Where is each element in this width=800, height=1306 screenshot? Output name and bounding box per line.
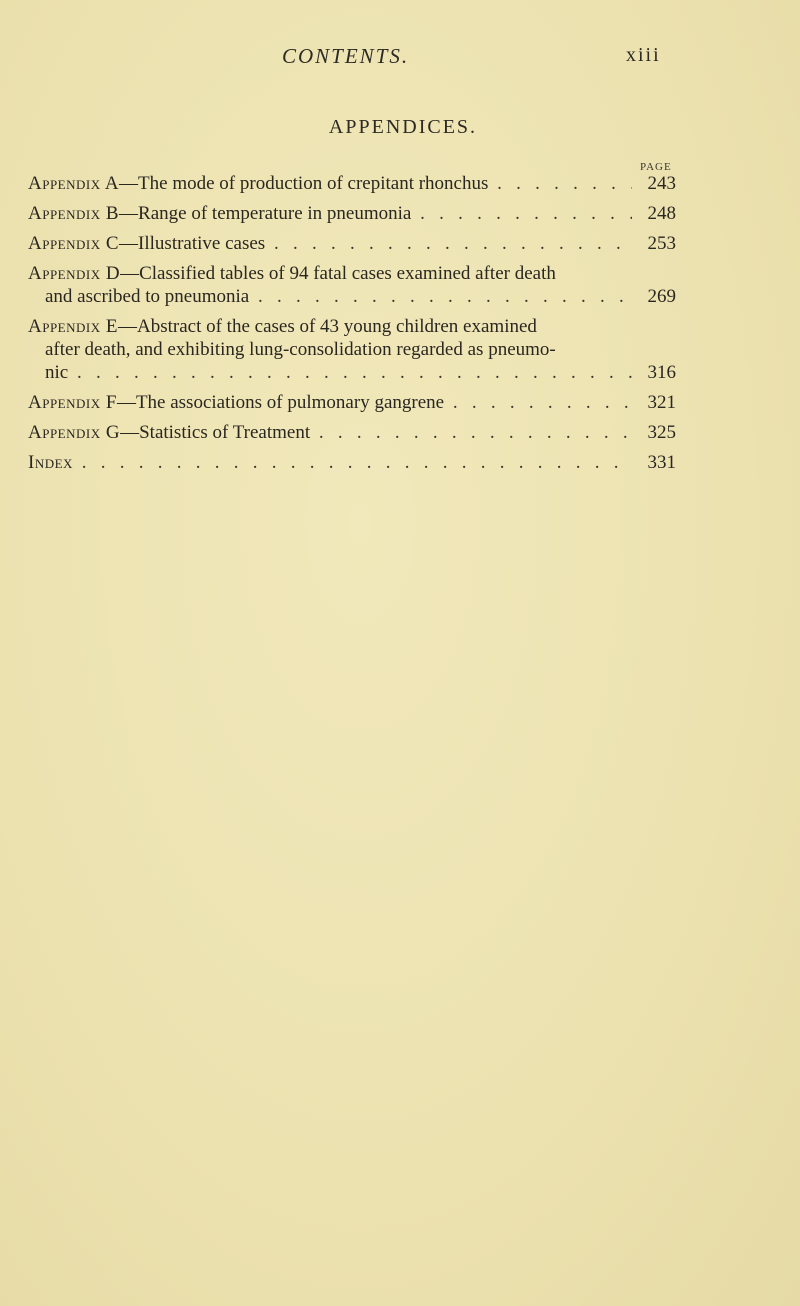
dot-leader <box>253 285 632 308</box>
entry-label: Appendix F <box>28 392 117 413</box>
page-column-label: PAGE <box>640 161 672 173</box>
dot-leader <box>448 391 632 414</box>
running-title: CONTENTS. <box>282 44 410 68</box>
entry-page-number: 248 <box>647 203 676 224</box>
entry-title: —Illustrative cases <box>119 233 266 254</box>
entry-label: Appendix B <box>28 203 120 224</box>
entry-title-line-1: —Abstract of the cases of 43 young children examined <box>117 316 537 337</box>
entry-label: Appendix C <box>28 233 120 254</box>
section-title: APPENDICES. <box>328 116 478 138</box>
entry-page-number: 269 <box>647 286 676 307</box>
toc-entry-appendix-c[interactable] <box>28 232 676 255</box>
dot-leader <box>314 421 632 444</box>
dot-leader <box>492 172 632 195</box>
entry-title-line-1: —Classified tables of 94 fatal cases examined after death <box>120 263 556 284</box>
entry-title: —The mode of production of crepitant rhonchus <box>119 173 489 194</box>
entry-label: Appendix E <box>28 316 118 337</box>
toc-entry-appendix-b[interactable] <box>28 202 676 225</box>
toc-entry-appendix-f[interactable] <box>28 391 676 414</box>
entry-page-number: 243 <box>647 173 676 194</box>
entry-label: Appendix A <box>28 173 120 194</box>
dot-leader <box>269 232 632 255</box>
toc-entry-appendix-e[interactable] <box>28 315 676 384</box>
dot-leader <box>72 361 632 384</box>
entry-label: Index <box>28 452 73 473</box>
entry-title-line-3: nic <box>45 362 69 383</box>
toc-entry-appendix-a[interactable] <box>28 172 676 195</box>
entry-page-number: 253 <box>647 233 676 254</box>
page-folio: xiii <box>626 44 661 66</box>
entry-page-number: 321 <box>647 392 676 413</box>
dot-leader <box>77 451 632 474</box>
table-of-contents <box>28 172 676 481</box>
entry-label: Appendix G <box>28 422 121 443</box>
entry-title: —Range of temperature in pneumonia <box>119 203 412 224</box>
dot-leader <box>415 202 632 225</box>
entry-title-line-2: and ascribed to pneumonia <box>45 286 250 307</box>
toc-entry-appendix-g[interactable] <box>28 421 676 444</box>
entry-page-number: 325 <box>647 422 676 443</box>
toc-entry-appendix-d[interactable] <box>28 262 676 308</box>
entry-page-number: 331 <box>647 452 676 473</box>
running-head <box>0 44 800 74</box>
entry-title: —Statistics of Treatment <box>120 422 311 443</box>
entry-page-number: 316 <box>647 362 676 383</box>
entry-label: Appendix D <box>28 263 121 284</box>
entry-title: —The associations of pulmonary gangrene <box>116 392 445 413</box>
entry-title-line-2: after death, and exhibiting lung-consolidation regarded as pneumo- <box>45 339 556 360</box>
toc-entry-index[interactable] <box>28 451 676 474</box>
